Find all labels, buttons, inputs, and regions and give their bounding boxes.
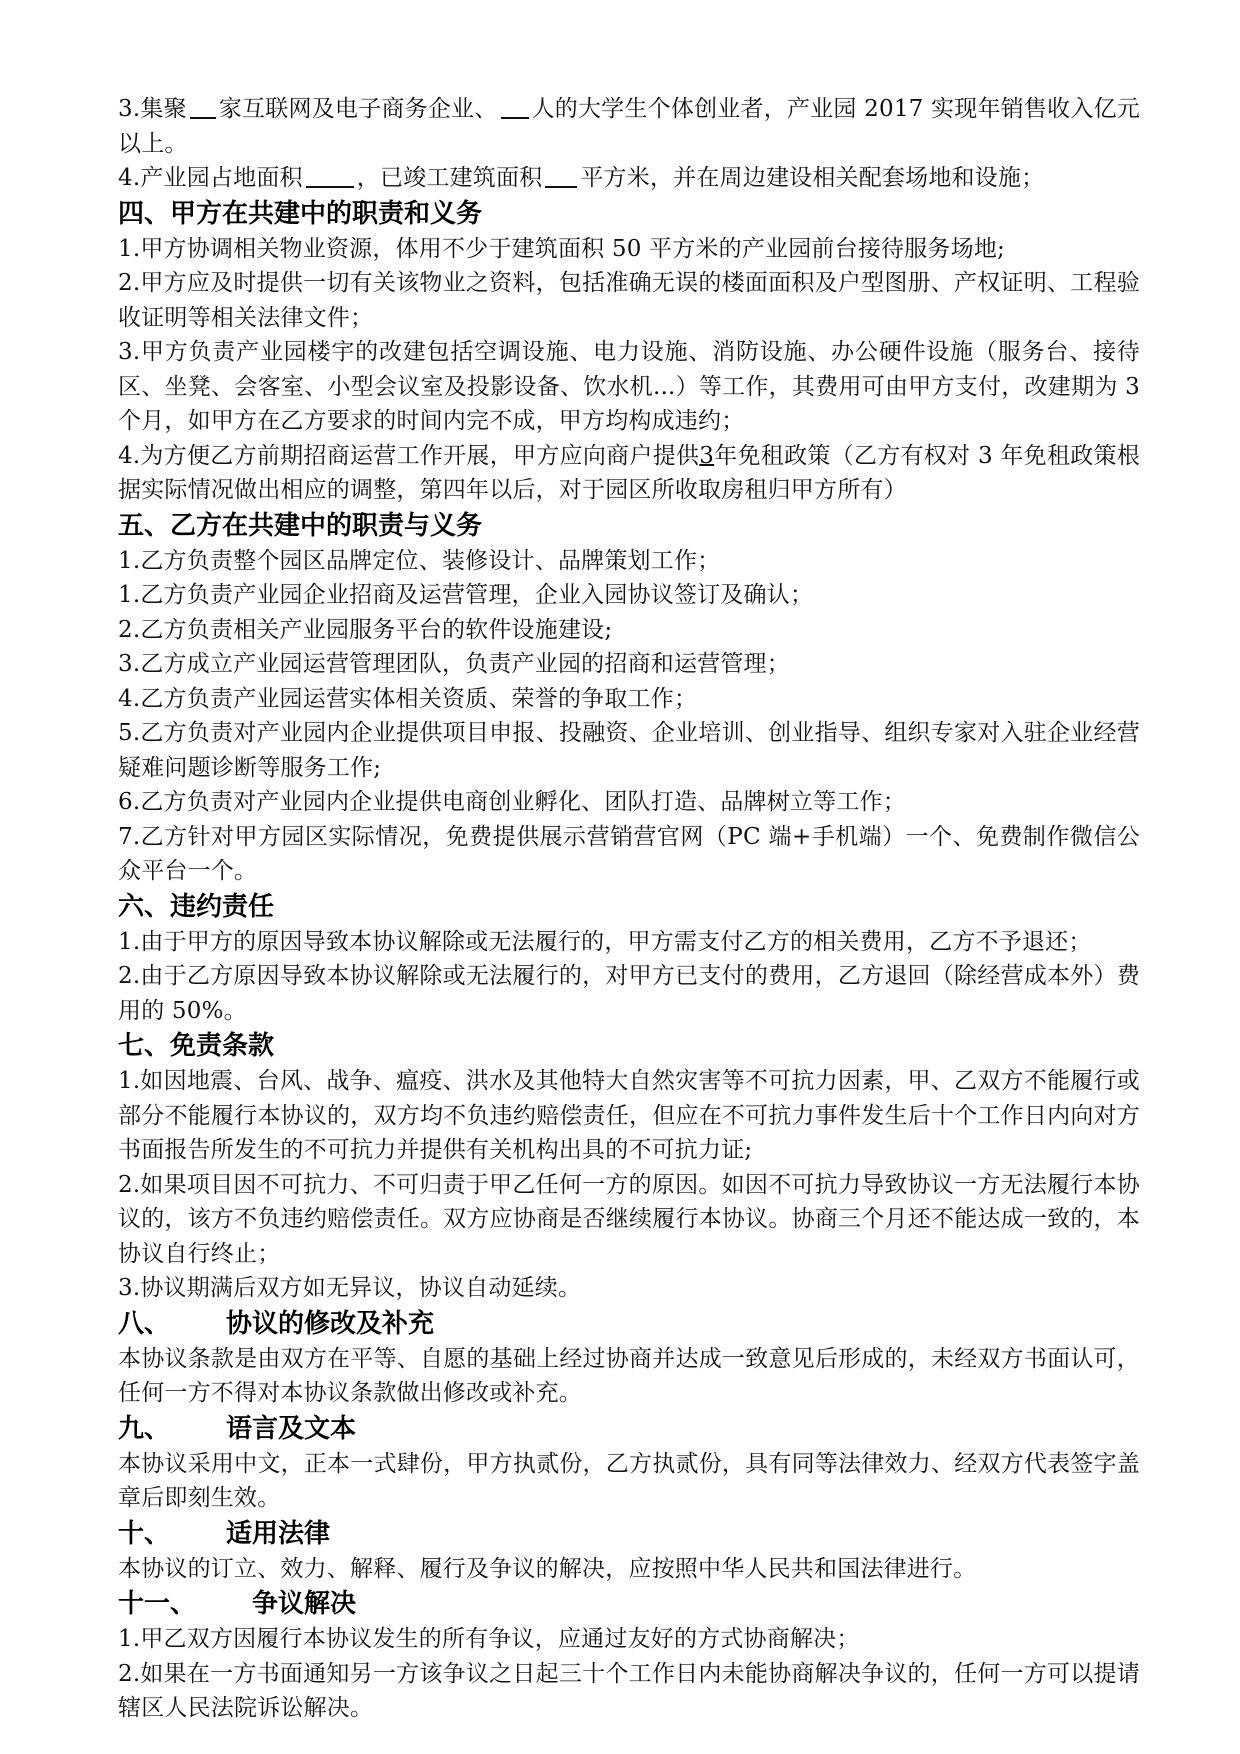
section-heading-5: 五、乙方在共建中的职责与义务 [118,510,483,541]
clause-5-item: 2.乙方负责相关产业园服务平台的软件设施建设; [118,616,613,643]
clause-5-item: 1.乙方负责整个园区品牌定位、装修设计、品牌策划工作； [118,547,721,574]
clause-7-2: 2.如果项目因不可抗力、不可归责于甲乙任何一方的原因。如因不可抗力导致协议一方无法履行本协议的，该方不负违约赔偿责任。双方应协商是否继续履行本协议。协商三个月还不能达成一致的，本协议自行终止； [118,1171,1140,1267]
fill-blank [190,93,216,119]
section-heading-7: 七、免责条款 [118,1031,275,1061]
clause-3-4: 4.产业园占地面积 ，已竣工建筑面积 平方米，并在周边建设相关配套场地和设施； [118,161,1140,196]
section-heading-6: 六、违约责任 [118,891,275,922]
section-heading-11: 十一、 争议解决 [118,1589,357,1619]
clause-5-item: 5.乙方负责对产业园内企业提供项目申报、投融资、企业培训、创业指导、组织专家对入驻企业经营疑难问题诊断等服务工作; [118,720,1140,781]
fill-blank [501,93,529,119]
clause-3-3: 3.集聚 家互联网及电子商务企业、 人的大学生个体创业者，产业园 2017 实现年销售收入亿元以上。 [118,92,1140,161]
clause-6-1: 1.由于甲方的原因导致本协议解除或无法履行的，甲方需支付乙方的相关费用，乙方不予退还； [118,928,1092,955]
clause-10-text: 本协议的订立、效力、解释、履行及争议的解决，应按照中华人民共和国法律进行。 [118,1555,977,1582]
clause-5-item: 1.乙方负责产业园企业招商及运营管理，企业入园协议签订及确认； [118,582,814,608]
clause-5-item: 7.乙方针对甲方园区实际情况，免费提供展示营销营官网（PC 端+手机端）一个、免费制作微信公众平台一个。 [118,823,1140,884]
clause-5-item: 4.乙方负责产业园运营实体相关资质、荣誉的争取工作； [118,685,698,712]
section-heading-10: 十、 适用法律 [118,1518,331,1549]
clause-4-4: 4.为方便乙方前期招商运营工作开展，甲方应向商户提供3年免租政策（乙方有权对 3 年免租政策根据实际情况做出相应的调整，第四年以后，对于园区所收取房租归甲方所有） [118,442,1140,503]
clause-5-item: 3.乙方成立产业园运营管理团队，负责产业园的招商和运营管理； [118,651,790,677]
section-heading-8: 八、 协议的修改及补充 [118,1308,435,1339]
clause-4-3: 3.甲方负责产业园楼宇的改建包括空调设施、电力设施、消防设施、办公硬件设施（服务台、接待区、坐凳、会客室、小型会议室及投影设备、饮水机...）等工作，其费用可由甲方支付，改建期为 3 个月，如甲方在乙方要求的时间内完不成，甲方均构成违约； [118,339,1140,434]
fill-blank [306,162,354,188]
fill-blank [545,162,577,188]
clause-7-1: 1.如因地震、台风、战争、瘟疫、洪水及其他特大自然灾害等不可抗力因素，甲、乙双方不能履行或部分不能履行本协议的，双方均不负违约赔偿责任，但应在不可抗力事件发生后十个工作日内向对方书面报告所发生的不可抗力并提供有关机构出具的不可抗力证; [118,1068,1140,1163]
clause-4-1: 1.甲方协调相关物业资源，体用不少于建筑面积 50 平方米的产业园前台接待服务场地; [118,235,1005,262]
section-heading-9: 九、 语言及文本 [118,1413,357,1444]
section-heading-4: 四、甲方在共建中的职责和义务 [118,198,483,229]
clause-11-1: 1.甲乙双方因履行本协议发生的所有争议，应通过友好的方式协商解决； [118,1626,860,1652]
document-body [118,92,1140,1726]
clause-5-item: 6.乙方负责对产业园内企业提供电商创业孵化、团队打造、品牌树立等工作； [118,789,906,815]
clause-4-2: 2.甲方应及时提供一切有关该物业之资料，包括准确无误的楼面面积及户型图册、产权证明、工程验收证明等相关法律文件； [118,270,1140,331]
clause-6-2: 2.由于乙方原因导致本协议解除或无法履行的，对甲方已支付的费用，乙方退回（除经营成本外）费用的 50%。 [118,963,1140,1024]
clause-8-text: 本协议条款是由双方在平等、自愿的基础上经过协商并达成一致意见后形成的，未经双方书面认可，任何一方不得对本协议条款做出修改或补充。 [118,1345,1140,1406]
clause-11-2: 2.如果在一方书面通知另一方该争议之日起三十个工作日内未能协商解决争议的，任何一方可以提请辖区人民法院诉讼解决。 [118,1660,1140,1721]
underlined-years: 3 [699,442,715,469]
clause-7-3: 3.协议期满后双方如无异议，协议自动延续。 [118,1275,582,1301]
clause-9-text: 本协议采用中文，正本一式肆份，甲方执贰份，乙方执贰份，具有同等法律效力、经双方代表签字盖章后即刻生效。 [118,1450,1140,1511]
